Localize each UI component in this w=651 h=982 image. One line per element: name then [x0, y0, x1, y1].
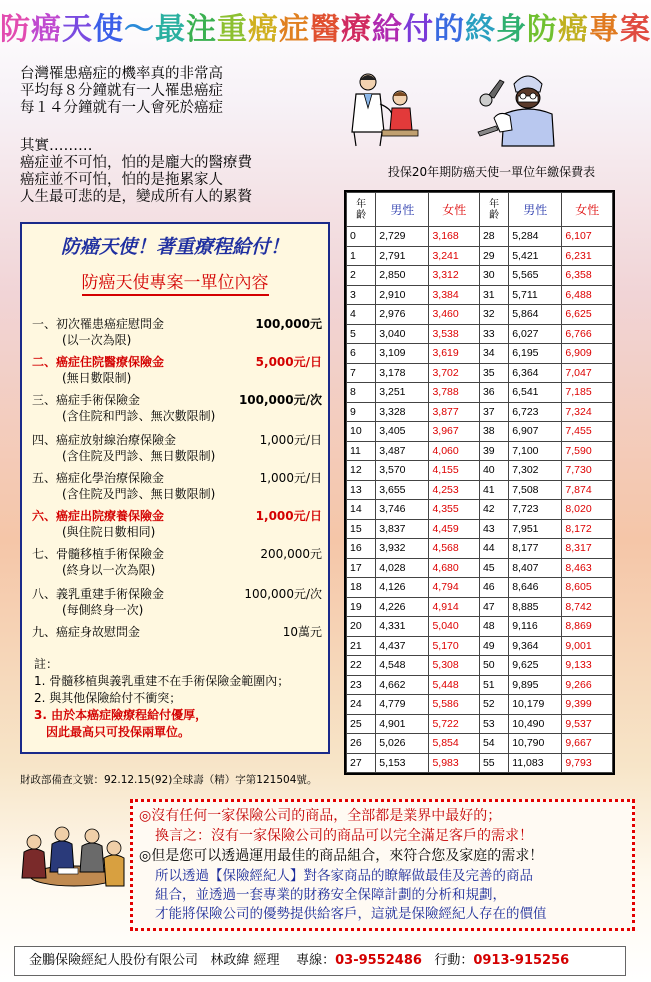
male-premium-cell: 6,027 — [509, 324, 562, 344]
male-premium-cell: 3,251 — [376, 383, 429, 403]
male-premium-cell: 4,028 — [376, 558, 429, 578]
age-cell: 22 — [347, 656, 376, 676]
title-char: 使 — [93, 12, 124, 47]
female-premium-cell: 4,459 — [429, 519, 480, 539]
notes-title: 註： — [34, 657, 59, 671]
benefit-name: 三、癌症手術保險金 — [32, 393, 141, 407]
message-line: 才能將保險公司的優勢提供給客戶，這就是保險經紀人存在的價值 — [155, 906, 547, 922]
age-cell: 45 — [479, 558, 508, 578]
title-char: 癌 — [31, 12, 62, 47]
female-premium-cell: 8,172 — [562, 519, 613, 539]
benefit-item — [32, 508, 322, 542]
table-header-row — [347, 193, 613, 227]
male-premium-cell: 3,746 — [376, 500, 429, 520]
title-char: 身 — [496, 12, 527, 47]
benefit-amount: 1,000元/日 — [255, 509, 322, 523]
age-cell: 11 — [347, 441, 376, 461]
female-premium-cell: 3,619 — [429, 344, 480, 364]
female-premium-cell: 5,170 — [429, 636, 480, 656]
box-heading: 防癌天使！著重療程給付！ — [60, 236, 289, 258]
note-item: 1. 骨髓移植與義乳重建不在手術保險金範圍內； — [34, 674, 290, 688]
intro-text-2 — [20, 138, 350, 206]
male-premium-cell: 6,364 — [509, 363, 562, 383]
age-cell: 14 — [347, 500, 376, 520]
title-char: 案 — [620, 12, 651, 47]
age-cell: 8 — [347, 383, 376, 403]
age-cell: 34 — [479, 344, 508, 364]
table-row — [347, 344, 613, 364]
benefit-amount: 100,000元 — [255, 317, 322, 331]
male-premium-cell: 3,570 — [376, 461, 429, 481]
intro-line: 其實……… — [20, 138, 93, 154]
age-cell: 13 — [347, 480, 376, 500]
female-premium-cell: 7,590 — [562, 441, 613, 461]
age-cell: 7 — [347, 363, 376, 383]
table-row — [347, 246, 613, 266]
message-line: ◎沒有任何一家保險公司的商品，全部都是業界中最好的； — [139, 808, 502, 824]
male-premium-cell: 9,625 — [509, 656, 562, 676]
table-row — [347, 675, 613, 695]
female-premium-cell: 7,874 — [562, 480, 613, 500]
benefit-condition: (含住院及門診、無日數限制) — [62, 449, 216, 463]
title-char: 注 — [186, 12, 217, 47]
table-row — [347, 578, 613, 598]
age-cell: 9 — [347, 402, 376, 422]
male-premium-cell: 4,226 — [376, 597, 429, 617]
female-premium-cell: 3,967 — [429, 422, 480, 442]
female-premium-cell: 3,312 — [429, 266, 480, 286]
male-premium-cell: 9,116 — [509, 617, 562, 637]
notes — [34, 656, 324, 741]
message-line: ◎但是您可以透過運用最佳的商品組合，來符合您及家庭的需求！ — [139, 848, 544, 864]
female-premium-cell: 3,460 — [429, 305, 480, 325]
age-cell: 1 — [347, 246, 376, 266]
female-premium-cell: 6,107 — [562, 227, 613, 247]
male-premium-cell: 7,951 — [509, 519, 562, 539]
title-char: 症 — [279, 12, 310, 47]
male-premium-cell: 8,407 — [509, 558, 562, 578]
tel-number[interactable]: 03-9552486 — [335, 953, 422, 968]
female-premium-cell: 6,625 — [562, 305, 613, 325]
title-char: 給 — [372, 12, 403, 47]
female-premium-cell: 4,155 — [429, 461, 480, 481]
male-premium-cell: 4,331 — [376, 617, 429, 637]
contact-bar — [14, 946, 626, 976]
female-premium-cell: 3,877 — [429, 402, 480, 422]
female-premium-cell: 9,399 — [562, 695, 613, 715]
table-row — [347, 383, 613, 403]
note-item: 2. 與其他保險給付不衝突； — [34, 691, 182, 705]
female-premium-cell: 6,766 — [562, 324, 613, 344]
age-cell: 3 — [347, 285, 376, 305]
female-premium-cell: 5,586 — [429, 695, 480, 715]
mobile-number[interactable]: 0913-915256 — [473, 953, 570, 968]
age-cell: 47 — [479, 597, 508, 617]
female-premium-cell: 6,358 — [562, 266, 613, 286]
title-char: 最 — [155, 12, 186, 47]
female-premium-cell: 8,463 — [562, 558, 613, 578]
benefit-name: 七、骨髓移植手術保險金 — [32, 547, 165, 561]
age-cell: 20 — [347, 617, 376, 637]
female-premium-cell: 7,730 — [562, 461, 613, 481]
benefit-condition: (含住院和門診、無次數限制) — [62, 409, 216, 423]
female-premium-cell: 9,667 — [562, 734, 613, 754]
male-premium-cell: 9,895 — [509, 675, 562, 695]
col-header-female: 女性 — [429, 193, 480, 227]
benefit-amount: 5,000元/日 — [255, 355, 322, 369]
box-subheading: 防癌天使專案一單位內容 — [22, 268, 328, 293]
table-row — [347, 597, 613, 617]
female-premium-cell: 8,605 — [562, 578, 613, 598]
benefit-item — [32, 586, 322, 620]
title-char: 天 — [62, 12, 93, 47]
premium-table-caption: 投保20年期防癌天使一單位年繳保費表 — [387, 165, 596, 179]
female-premium-cell: 7,047 — [562, 363, 613, 383]
table-row — [347, 519, 613, 539]
age-cell: 48 — [479, 617, 508, 637]
female-premium-cell: 5,854 — [429, 734, 480, 754]
table-row — [347, 402, 613, 422]
male-premium-cell: 2,910 — [376, 285, 429, 305]
benefit-condition: (終身以一次為限) — [62, 563, 156, 577]
male-premium-cell: 3,837 — [376, 519, 429, 539]
male-premium-cell: 3,487 — [376, 441, 429, 461]
age-cell: 30 — [479, 266, 508, 286]
age-cell: 18 — [347, 578, 376, 598]
title-char: 專 — [589, 12, 620, 47]
age-cell: 51 — [479, 675, 508, 695]
female-premium-cell: 9,793 — [562, 753, 613, 773]
female-premium-cell: 5,722 — [429, 714, 480, 734]
male-premium-cell: 5,711 — [509, 285, 562, 305]
table-row — [347, 656, 613, 676]
age-cell: 32 — [479, 305, 508, 325]
female-premium-cell: 8,020 — [562, 500, 613, 520]
table-row — [347, 227, 613, 247]
age-cell: 31 — [479, 285, 508, 305]
male-premium-cell: 5,864 — [509, 305, 562, 325]
approval-footnote: 財政部備查文號：92.12.15(92)全球壽（精）字第121504號。 — [20, 774, 318, 786]
female-premium-cell: 4,060 — [429, 441, 480, 461]
col-header-male: 男性 — [509, 193, 562, 227]
age-cell: 49 — [479, 636, 508, 656]
age-cell: 41 — [479, 480, 508, 500]
benefit-condition: (以一次為限) — [62, 333, 132, 347]
female-premium-cell: 5,448 — [429, 675, 480, 695]
age-cell: 19 — [347, 597, 376, 617]
male-premium-cell: 2,976 — [376, 305, 429, 325]
age-cell: 43 — [479, 519, 508, 539]
tel-label: 專線： — [296, 953, 336, 968]
table-row — [347, 480, 613, 500]
female-premium-cell: 9,266 — [562, 675, 613, 695]
table-row — [347, 734, 613, 754]
male-premium-cell: 4,662 — [376, 675, 429, 695]
title-char: 重 — [217, 12, 248, 47]
age-cell: 55 — [479, 753, 508, 773]
table-row — [347, 636, 613, 656]
male-premium-cell: 11,083 — [509, 753, 562, 773]
benefit-amount: 100,000元/次 — [238, 393, 322, 407]
title-char: 終 — [465, 12, 496, 47]
male-premium-cell: 4,437 — [376, 636, 429, 656]
age-cell: 4 — [347, 305, 376, 325]
female-premium-cell: 3,702 — [429, 363, 480, 383]
intro-line: 台灣罹患癌症的機率真的非常高 — [20, 66, 223, 82]
title-char: 防 — [527, 12, 558, 47]
benefit-amount: 200,000元 — [260, 547, 322, 561]
male-premium-cell: 6,541 — [509, 383, 562, 403]
male-premium-cell: 2,729 — [376, 227, 429, 247]
title-char: 療 — [341, 12, 372, 47]
female-premium-cell: 3,241 — [429, 246, 480, 266]
benefit-item — [32, 624, 322, 658]
table-row — [347, 422, 613, 442]
male-premium-cell: 10,490 — [509, 714, 562, 734]
female-premium-cell: 9,133 — [562, 656, 613, 676]
col-header-age: 年 齡 — [479, 193, 508, 227]
male-premium-cell: 3,655 — [376, 480, 429, 500]
intro-line: 平均每８分鐘就有一人罹患癌症 — [20, 83, 223, 99]
female-premium-cell: 9,001 — [562, 636, 613, 656]
female-premium-cell: 4,355 — [429, 500, 480, 520]
col-header-age: 年 齡 — [347, 193, 376, 227]
female-premium-cell: 8,869 — [562, 617, 613, 637]
female-premium-cell: 6,909 — [562, 344, 613, 364]
table-row — [347, 285, 613, 305]
benefit-item — [32, 354, 322, 388]
male-premium-cell: 3,328 — [376, 402, 429, 422]
female-premium-cell: 6,488 — [562, 285, 613, 305]
male-premium-cell: 7,100 — [509, 441, 562, 461]
male-premium-cell: 10,790 — [509, 734, 562, 754]
age-cell: 0 — [347, 227, 376, 247]
age-cell: 33 — [479, 324, 508, 344]
male-premium-cell: 7,508 — [509, 480, 562, 500]
message-line: 所以透過【保險經紀人】對各家商品的瞭解做最佳及完善的商品 — [155, 868, 533, 884]
surgeon-illustration — [474, 66, 562, 148]
age-cell: 42 — [479, 500, 508, 520]
male-premium-cell: 6,195 — [509, 344, 562, 364]
page-title — [0, 4, 651, 48]
col-header-male: 男性 — [376, 193, 429, 227]
age-cell: 40 — [479, 461, 508, 481]
benefit-condition: (無日數限制) — [62, 371, 132, 385]
age-cell: 50 — [479, 656, 508, 676]
female-premium-cell: 7,455 — [562, 422, 613, 442]
table-row — [347, 714, 613, 734]
business-meeting-illustration — [14, 816, 126, 900]
female-premium-cell: 9,537 — [562, 714, 613, 734]
male-premium-cell: 2,791 — [376, 246, 429, 266]
female-premium-cell: 8,742 — [562, 597, 613, 617]
age-cell: 29 — [479, 246, 508, 266]
benefit-name: 九、癌症身故慰問金 — [32, 625, 141, 639]
male-premium-cell: 8,177 — [509, 539, 562, 559]
intro-text — [20, 66, 350, 117]
benefit-item — [32, 546, 322, 580]
age-cell: 15 — [347, 519, 376, 539]
benefit-condition: (含住院及門診、無日數限制) — [62, 487, 216, 501]
age-cell: 46 — [479, 578, 508, 598]
age-cell: 17 — [347, 558, 376, 578]
benefit-name: 二、癌症住院醫療保險金 — [32, 355, 165, 369]
male-premium-cell: 8,646 — [509, 578, 562, 598]
note-item: 3. 由於本癌症險療程給付優厚， — [34, 708, 208, 722]
age-cell: 27 — [347, 753, 376, 773]
age-cell: 12 — [347, 461, 376, 481]
col-header-female: 女性 — [562, 193, 613, 227]
female-premium-cell: 5,040 — [429, 617, 480, 637]
benefit-item — [32, 316, 322, 350]
female-premium-cell: 4,253 — [429, 480, 480, 500]
male-premium-cell: 5,153 — [376, 753, 429, 773]
benefit-amount: 100,000元/次 — [244, 587, 322, 601]
age-cell: 28 — [479, 227, 508, 247]
table-row — [347, 617, 613, 637]
table-row — [347, 539, 613, 559]
benefit-name: 四、癌症放射線治療保險金 — [32, 433, 177, 447]
benefit-name: 六、癌症出院療養保險金 — [32, 509, 165, 523]
title-char: 防 — [0, 12, 31, 47]
benefit-name: 五、癌症化學治療保險金 — [32, 471, 165, 485]
female-premium-cell: 8,317 — [562, 539, 613, 559]
benefits-box — [20, 222, 330, 754]
female-premium-cell: 6,231 — [562, 246, 613, 266]
company-name: 金鵬保險經紀人股份有限公司 — [29, 953, 199, 968]
male-premium-cell: 9,364 — [509, 636, 562, 656]
male-premium-cell: 5,026 — [376, 734, 429, 754]
age-cell: 53 — [479, 714, 508, 734]
male-premium-cell: 3,405 — [376, 422, 429, 442]
benefit-name: 一、初次罹患癌症慰問金 — [32, 317, 165, 331]
table-row — [347, 441, 613, 461]
male-premium-cell: 3,109 — [376, 344, 429, 364]
title-char: 付 — [403, 12, 434, 47]
male-premium-cell: 3,178 — [376, 363, 429, 383]
male-premium-cell: 4,126 — [376, 578, 429, 598]
table-row — [347, 695, 613, 715]
male-premium-cell: 2,850 — [376, 266, 429, 286]
table-row — [347, 500, 613, 520]
broker-message-box — [130, 799, 635, 931]
mobile-label: 行動： — [434, 953, 474, 968]
male-premium-cell: 7,723 — [509, 500, 562, 520]
male-premium-cell: 3,040 — [376, 324, 429, 344]
age-cell: 10 — [347, 422, 376, 442]
message-line: 組合，並透過一套專業的財務安全保障計劃的分析和規劃， — [155, 887, 506, 903]
message-line: 換言之：沒有一家保險公司的商品可以完全滿足客戶的需求！ — [155, 828, 533, 844]
age-cell: 36 — [479, 383, 508, 403]
table-row — [347, 324, 613, 344]
table-row — [347, 753, 613, 773]
table-row — [347, 266, 613, 286]
note-item: 因此最高只可投保兩單位。 — [46, 725, 191, 739]
female-premium-cell: 4,568 — [429, 539, 480, 559]
benefit-item — [32, 392, 322, 426]
male-premium-cell: 4,548 — [376, 656, 429, 676]
intro-line: 人生最可悲的是，變成所有人的累贅 — [20, 189, 252, 205]
female-premium-cell: 4,680 — [429, 558, 480, 578]
age-cell: 2 — [347, 266, 376, 286]
table-row — [347, 461, 613, 481]
table-row — [347, 558, 613, 578]
age-cell: 21 — [347, 636, 376, 656]
table-row — [347, 363, 613, 383]
female-premium-cell: 5,308 — [429, 656, 480, 676]
benefit-item — [32, 470, 322, 504]
female-premium-cell: 7,324 — [562, 402, 613, 422]
benefit-amount: 10萬元 — [282, 625, 322, 639]
age-cell: 23 — [347, 675, 376, 695]
age-cell: 5 — [347, 324, 376, 344]
male-premium-cell: 6,723 — [509, 402, 562, 422]
title-char: 醫 — [310, 12, 341, 47]
age-cell: 52 — [479, 695, 508, 715]
female-premium-cell: 4,914 — [429, 597, 480, 617]
age-cell: 37 — [479, 402, 508, 422]
benefit-item — [32, 432, 322, 466]
age-cell: 24 — [347, 695, 376, 715]
age-cell: 16 — [347, 539, 376, 559]
benefit-amount: 1,000元/日 — [259, 433, 322, 447]
male-premium-cell: 3,932 — [376, 539, 429, 559]
age-cell: 54 — [479, 734, 508, 754]
title-char: 的 — [434, 12, 465, 47]
benefit-name: 八、義乳重建手術保險金 — [32, 587, 165, 601]
male-premium-cell: 5,284 — [509, 227, 562, 247]
table-row — [347, 305, 613, 325]
female-premium-cell: 4,794 — [429, 578, 480, 598]
title-char: 癌 — [248, 12, 279, 47]
benefit-condition: (與住院日數相同) — [62, 525, 156, 539]
male-premium-cell: 4,901 — [376, 714, 429, 734]
benefit-amount: 1,000元/日 — [259, 471, 322, 485]
premium-table — [344, 190, 615, 775]
female-premium-cell: 3,384 — [429, 285, 480, 305]
benefit-condition: (每側終身一次) — [62, 603, 144, 617]
age-cell: 26 — [347, 734, 376, 754]
male-premium-cell: 7,302 — [509, 461, 562, 481]
female-premium-cell: 3,168 — [429, 227, 480, 247]
age-cell: 38 — [479, 422, 508, 442]
title-char: ～ — [124, 12, 155, 47]
doctor-child-illustration — [338, 68, 424, 148]
female-premium-cell: 3,788 — [429, 383, 480, 403]
agent-name: 林政緯 經理 — [210, 953, 280, 968]
male-premium-cell: 6,907 — [509, 422, 562, 442]
female-premium-cell: 3,538 — [429, 324, 480, 344]
male-premium-cell: 8,885 — [509, 597, 562, 617]
age-cell: 25 — [347, 714, 376, 734]
title-char: 癌 — [558, 12, 589, 47]
male-premium-cell: 5,565 — [509, 266, 562, 286]
age-cell: 44 — [479, 539, 508, 559]
age-cell: 39 — [479, 441, 508, 461]
intro-line: 癌症並不可怕，怕的是拖累家人 — [20, 172, 223, 188]
female-premium-cell: 5,983 — [429, 753, 480, 773]
male-premium-cell: 10,179 — [509, 695, 562, 715]
age-cell: 6 — [347, 344, 376, 364]
age-cell: 35 — [479, 363, 508, 383]
male-premium-cell: 5,421 — [509, 246, 562, 266]
female-premium-cell: 7,185 — [562, 383, 613, 403]
intro-line: 癌症並不可怕，怕的是龐大的醫療費 — [20, 155, 252, 171]
intro-line: 每１４分鐘就有一人會死於癌症 — [20, 100, 223, 116]
male-premium-cell: 4,779 — [376, 695, 429, 715]
